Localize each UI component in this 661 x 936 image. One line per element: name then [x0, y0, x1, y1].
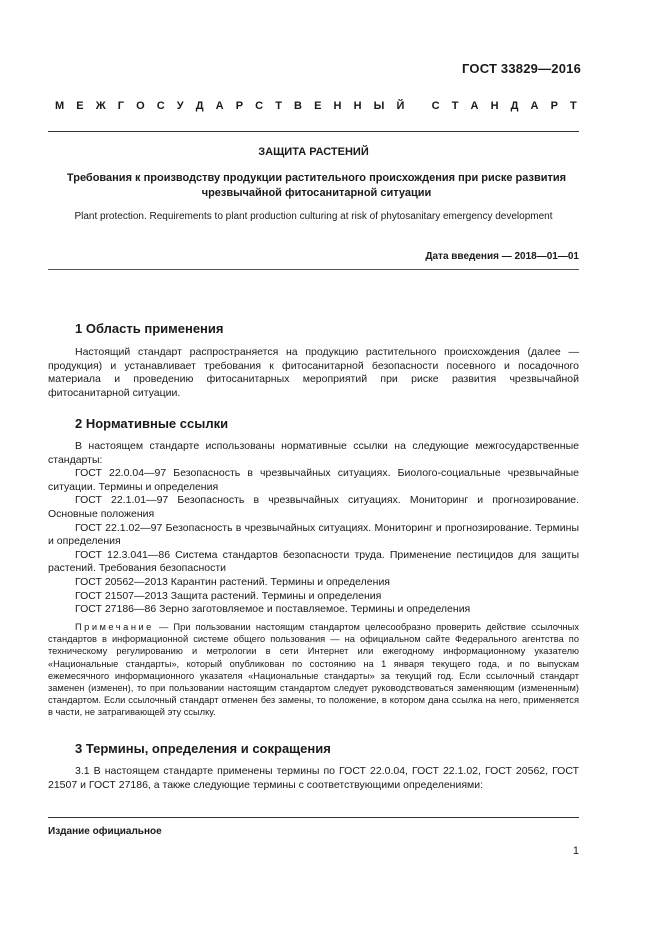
interstate-standard-banner — [55, 100, 577, 112]
banner-letter: Ы — [373, 100, 385, 112]
page-number: 1 — [572, 845, 579, 857]
banner-letter: А — [470, 100, 479, 112]
banner-letter: С — [156, 100, 165, 112]
reference-item: ГОСТ 22.1.02—97 Безопасность в чрезвычайных ситуациях. Мониторинг и прогнозирование. Термины и определения — [48, 521, 579, 548]
reference-item: ГОСТ 20562—2013 Карантин растений. Термины и определения — [75, 575, 390, 588]
section-1-body — [48, 346, 579, 400]
section-2-heading: 2 Нормативные ссылки — [75, 416, 229, 431]
section-3-paragraph: 3.1 В настоящем стандарте применены термины по ГОСТ 22.0.04, ГОСТ 22.1.02, ГОСТ 20562, ГОСТ 21507 и ГОСТ 27186, а также следующие термины с соответствующими определениями: — [48, 765, 579, 791]
banner-letter: У — [176, 100, 184, 112]
banner-letter: Е — [76, 100, 84, 112]
reference-item: ГОСТ 22.1.01—97 Безопасность в чрезвычайных ситуациях. Мониторинг и прогнозирование. Основные положения — [48, 494, 579, 520]
reference-item: ГОСТ 21507—2013 Защита растений. Термины и определения — [75, 589, 382, 602]
banner-letter: С — [255, 100, 264, 112]
section-3-heading: 3 Термины, определения и сокращения — [75, 741, 331, 756]
section-1-heading: 1 Область применения — [75, 321, 224, 336]
note-text: — При пользовании настоящим стандартом целесообразно проверить действие ссылочных стандартов в информационной системе общего пользования — на официальном сайте Федерального агентства по техническому регулированию и метрологии в сети Интернет или ежегодному информационному указателю «Национальные стандарты», который опубликован по состоянию на 1 января текущего года, и по выпускам ежемесячного информационного указателя «Национальные стандарты» за текущий год. Если ссылочный стандарт заменен (изменен), то при пользовании настоящим стандартом следует руководствоваться заменяющим (измененным) стандартом. Если ссылочный стандарт отменен без замены, то положение, в котором дана ссылка на него, применяется в части, не затрагивающей эту ссылку. — [48, 622, 579, 718]
banner-letter: Й — [396, 100, 405, 112]
document-code: ГОСТ 33829—2016 — [462, 61, 581, 76]
banner-letter: В — [294, 100, 302, 112]
reference-item: ГОСТ 12.3.041—86 Система стандартов безопасности труда. Применение пестицидов для защиты растений. Требования безопасности — [48, 548, 579, 575]
banner-letter: Т — [275, 100, 282, 112]
banner-letter: О — [136, 100, 145, 112]
references-intro: В настоящем стандарте использованы нормативные ссылки на следующие межгосударственные стандарты: — [48, 440, 579, 466]
section-2-body — [48, 440, 579, 617]
section-1-paragraph: Настоящий стандарт распространяется на продукцию растительного происхождения (далее — продукция) и устанавливает требования к фитосанитарной безопасности посевного и посадочного материала и проведению фитосанитарных мероприятий при риске развития чрезвычайной фитосанитарной ситуации. — [48, 346, 579, 399]
banner-letter: А — [530, 100, 539, 112]
banner-letter: Г — [117, 100, 124, 112]
section-3-body — [48, 765, 579, 792]
banner-letter: Ж — [95, 100, 106, 112]
english-title: Plant protection. Requirements to plant production culturing at risk of phytosanitary emergency development — [74, 211, 553, 222]
banner-letter: Р — [235, 100, 244, 112]
banner-letter: Н — [353, 100, 362, 112]
note-label: Примечание — [75, 622, 154, 632]
banner-letter — [416, 100, 419, 112]
banner-letter: С — [431, 100, 440, 112]
document-subtitle: Требования к производству продукции растительного происхождения при риске развития чрезвычайной фитосанитарной ситуации — [66, 172, 567, 199]
banner-letter: М — [55, 100, 65, 112]
header-rule — [48, 131, 579, 132]
reference-item: ГОСТ 22.0.04—97 Безопасность в чрезвычайных ситуациях. Биолого-социальные чрезвычайные ситуации. Термины и определения — [48, 467, 579, 493]
date-rule — [48, 269, 579, 270]
footer-rule — [48, 817, 579, 818]
banner-letter: Е — [314, 100, 322, 112]
introduction-date: Дата введения — 2018—01—01 — [425, 251, 579, 262]
banner-letter: А — [215, 100, 224, 112]
banner-letter: Д — [510, 100, 519, 112]
official-edition-label: Издание официальное — [48, 826, 162, 837]
reference-item: ГОСТ 27186—86 Зерно заготовляемое и поставляемое. Термины и определения — [75, 603, 471, 616]
banner-letter: Д — [195, 100, 204, 112]
banner-letter: Т — [570, 100, 577, 112]
banner-letter: Т — [451, 100, 459, 112]
banner-letter: Р — [550, 100, 558, 112]
banner-letter: Н — [490, 100, 499, 112]
references-note — [48, 621, 579, 719]
banner-letter: Н — [333, 100, 342, 112]
document-title: ЗАЩИТА РАСТЕНИЙ — [258, 146, 369, 158]
